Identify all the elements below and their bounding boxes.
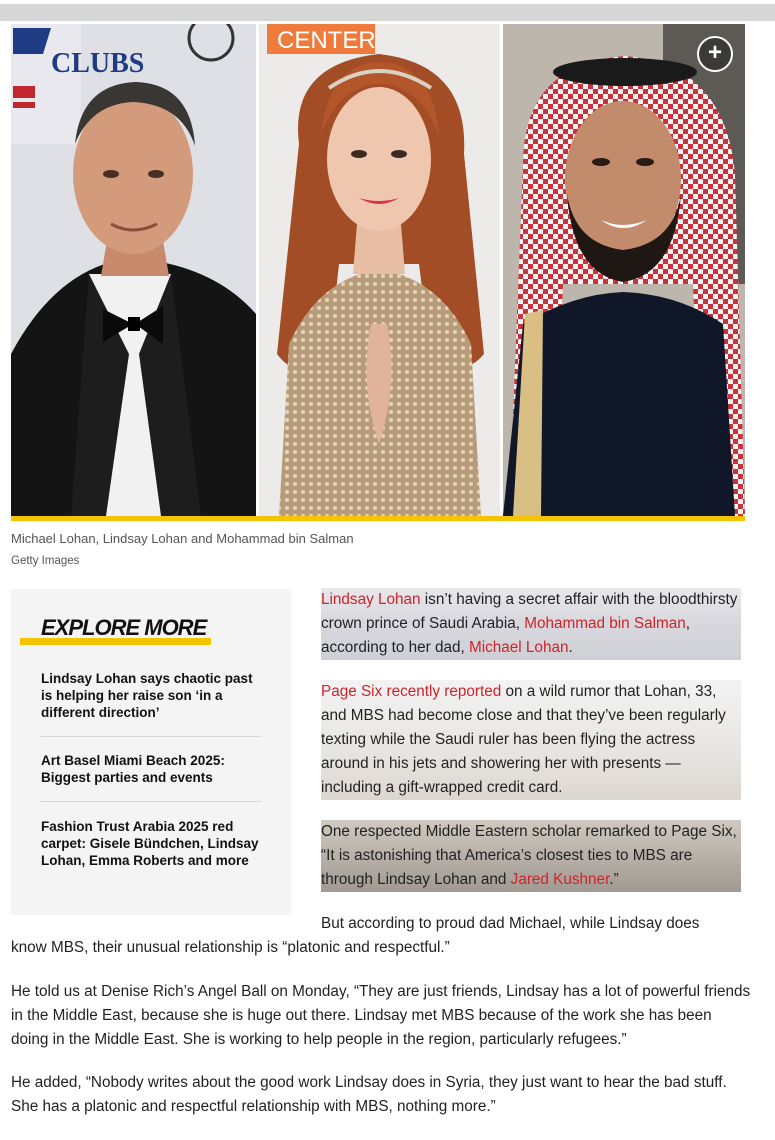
paragraph-text: isn’t having a secret affair with the bloodthirsty crown prince of Saudi Arabia, [321,591,738,632]
article-paragraph [321,680,741,800]
image-caption: Michael Lohan, Lindsay Lohan and Mohammad bin Salman [11,531,354,546]
paragraph-text: But according to proud dad Michael, while Lindsay does [321,915,700,932]
image-credit: Getty Images [11,555,80,567]
michael-lohan-link[interactable]: Michael Lohan [468,639,569,656]
paragraph-text: One respected Middle Eastern scholar remarked to Page Six, “It is astonishing that America’s closest ties to MBS are through Lindsay Lohan and [321,823,737,888]
hero-accent-rule [11,516,745,521]
article-paragraph [321,588,741,660]
explore-link[interactable]: Fashion Trust Arabia 2025 red carpet: Gisele Bündchen, Lindsay Lohan, Emma Roberts and more [41,819,259,868]
divider [41,736,261,737]
article-paragraph: He added, “Nobody writes about the good work Lindsay does in Syria, they just want to hear the bad stuff. She has a platonic and respectful relationship with MBS, nothing more.” [11,1074,727,1115]
explore-link[interactable]: Art Basel Miami Beach 2025: Biggest parties and events [41,753,225,785]
article-paragraph: He told us at Denise Rich’s Angel Ball on Monday, “They are just friends, Lindsay has a lot of powerful friends in the Middle East, because she is huge out there. Lindsay met MBS because of the work she has been doing in the Middle East. She is working to help people in the region, particularly refugees.” [11,983,751,1048]
center-signage: CENTER [277,27,376,54]
photo-michael-lohan [11,24,256,516]
explore-link[interactable]: Lindsay Lohan says chaotic past is helping her raise son ‘in a different direction’ [41,671,253,720]
explore-more-module [11,589,291,915]
photo-mohammad-bin-salman [503,24,745,516]
paragraph-text: know MBS, their unusual relationship is “platonic and respectful.” [11,939,450,956]
paragraph-text: , according to her dad, [321,615,691,656]
hero-image[interactable] [11,24,745,516]
mohammad-bin-salman-link[interactable]: Mohammad bin Salman [524,615,686,632]
article-paragraph [321,820,741,892]
lindsay-lohan-link[interactable]: Lindsay Lohan [321,591,421,608]
paragraph-text: .” [609,871,619,888]
explore-heading: EXPLORE MORE [41,615,207,640]
expand-image-button[interactable]: + [697,36,733,72]
clubs-signage: CLUBS [51,48,145,79]
top-bar [0,4,775,21]
article-paragraph [11,912,751,960]
photo-lindsay-lohan [259,24,500,516]
divider [41,801,261,802]
page-six-report-link[interactable]: Page Six recently reported [321,683,502,700]
paragraph-text: . [568,639,573,656]
paragraph-text: on a wild rumor that Lohan, 33, and MBS had become close and that they’ve been regularly texting while the Saudi ruler has been flying the actress around in his jets and showering her with presents — including a gift-wrapped credit card. [321,683,726,796]
jared-kushner-link[interactable]: Jared Kushner [510,871,610,888]
